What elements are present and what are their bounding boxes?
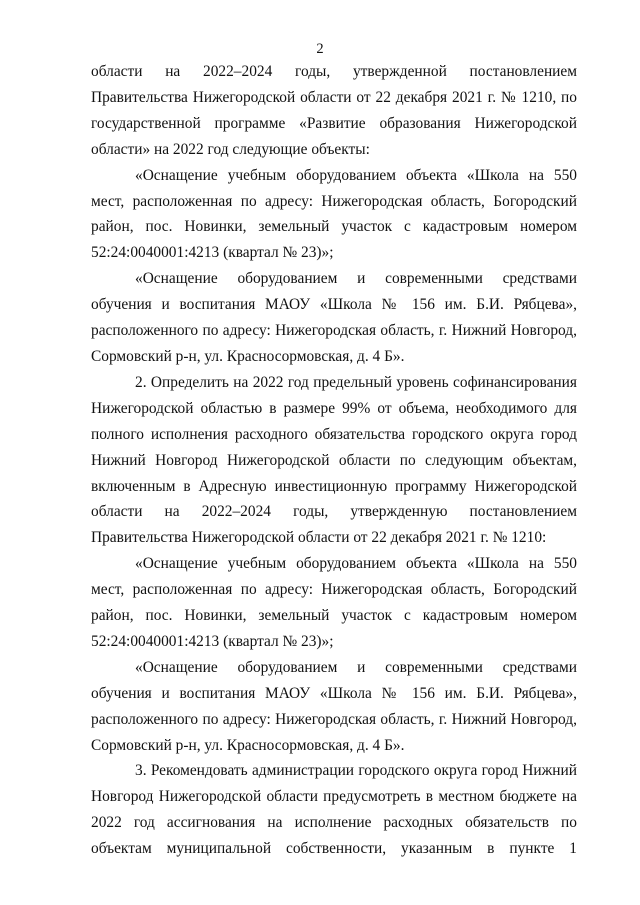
document-body bbox=[91, 59, 577, 862]
paragraph-object-school-156: «Оснащение оборудованием и современными средствами обучения и воспитания МАОУ «Школа № 156 им. Б.И. Рябцева», расположенного по адресу: Нижегородская область, г. Нижний Новгород, Сормовский р-н, ул. Красносормовская, д. 4 Б». bbox=[91, 270, 577, 365]
paragraph-continuation: области на 2022–2024 годы, утвержденной постановлением Правительства Нижегородской области от 22 декабря 2021 г. № 1210, по государственной программе «Развитие образования Нижегородской области» на 2022 год следующие объекты: bbox=[91, 63, 577, 158]
page-number: 2 bbox=[316, 41, 324, 57]
paragraph-object-school-550-repeat: «Оснащение учебным оборудованием объекта «Школа на 550 мест, расположенная по адресу: Нижегородская область, Богородский район, пос. Новинки, земельный участок с кадастровым номером 52:24:0040001:4213 (квартал № 23)»; bbox=[91, 555, 577, 650]
paragraph-item-3: 3. Рекомендовать администрации городского округа город Нижний Новгород Нижегородской области предусмотреть в местном бюджете на 2022 год ассигнования на исполнение расходных обязательств по объектам муниципальной собственности, указанным в пункте 1 bbox=[91, 762, 577, 858]
paragraph-item-2: 2. Определить на 2022 год предельный уровень софинансирования Нижегородской областью в размере 99% от объема, необходимого для полного исполнения расходного обязательства городского округа город Нижний Новгород Нижегородской области по следующим объектам, включенным в Адресную инвестиционную программу Нижегородской области на 2022–2024 годы, утвержденную постановлением Правительства Нижегородской области от 22 декабря 2021 г. № 1210: bbox=[91, 373, 577, 547]
paragraph-object-school-550: «Оснащение учебным оборудованием объекта «Школа на 550 мест, расположенная по адресу: Нижегородская область, Богородский район, пос. Новинки, земельный участок с кадастровым номером 52:24:0040001:4213 (квартал № 23)»; bbox=[91, 166, 577, 262]
paragraph-object-school-156-repeat: «Оснащение оборудованием и современными средствами обучения и воспитания МАОУ «Школа № 156 им. Б.И. Рябцева», расположенного по адресу: Нижегородская область, г. Нижний Новгород, Сормовский р-н, ул. Красносормовская, д. 4 Б». bbox=[91, 658, 577, 754]
